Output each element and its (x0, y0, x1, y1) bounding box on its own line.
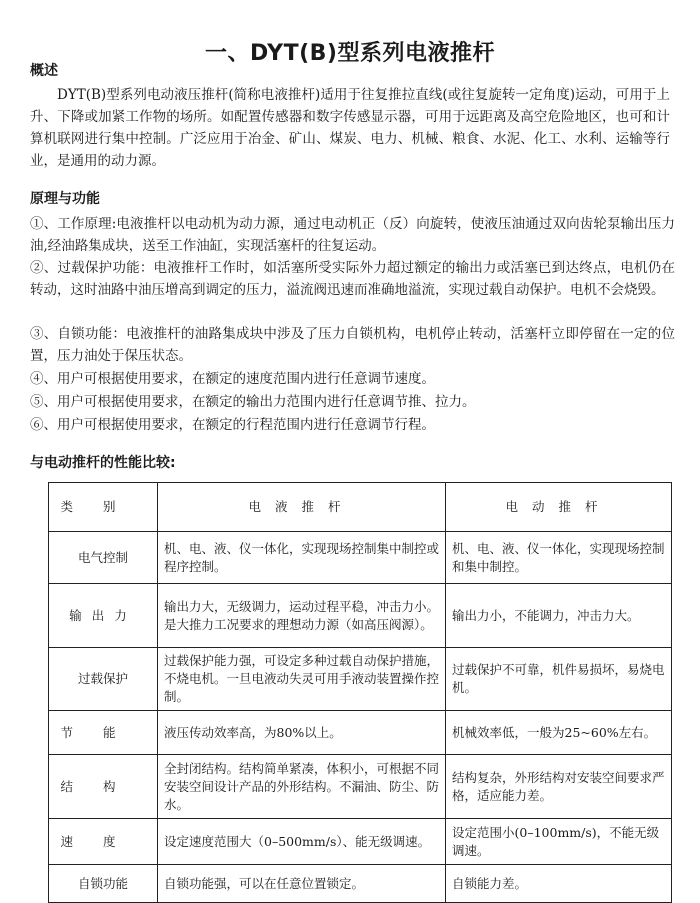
principle-item-1: ①、工作原理:电液推杆以电动机为动力源，通过电动机正（反）向旋转，使液压油通过双向齿轮泵输出压力油,经油路集成块，送至工作油缸，实现活塞杆的往复运动。 (30, 216, 675, 254)
row-cell-electric: 过载保护不可靠，机件易损坏，易烧电机。 (446, 648, 672, 711)
table-row (49, 755, 672, 819)
principle-item-5: ⑤、用户可根据使用要求，在额定的输出力范围内进行任意调节推、拉力。 (30, 394, 476, 410)
row-cell-hydraulic: 输出力大，无级调力，运动过程平稳，冲击力小。是大推力工况要求的理想动力源（如高压阀源）。 (158, 584, 446, 648)
row-cell-hydraulic: 全封闭结构。结构简单紧凑，体积小，可根据不同安装空间设计产品的外形结构。不漏油、防尘、防水。 (158, 755, 446, 819)
comparison-table (48, 482, 672, 903)
row-cell-hydraulic: 自锁功能强，可以在任意位置锁定。 (158, 865, 446, 903)
row-cell-electric: 机、电、液、仪一体化，实现现场控制和集中制控。 (446, 532, 672, 584)
header-electro-hydraulic: 电液推杆 (158, 483, 446, 532)
table-row (49, 584, 672, 648)
row-cell-electric: 结构复杂，外形结构对安装空间要求严格，适应能力差。 (446, 755, 672, 819)
principle-heading: 原理与功能 (30, 191, 100, 207)
header-category: 类别 (49, 483, 158, 532)
row-label: 输出力 (49, 584, 158, 648)
table-row (49, 819, 672, 865)
row-cell-electric: 自锁能力差。 (446, 865, 672, 903)
principle-item-2: ②、过载保护功能：电液推杆工作时，如活塞所受实际外力超过额定的输出力或活塞已到达终点，电机仍在转动，这时油路中油压增高到调定的压力，溢流阀迅速而准确地溢流，实现过载自动保护。电机不会烧毁。 (30, 260, 675, 298)
row-label: 速度 (49, 819, 158, 865)
header-electric: 电动推杆 (446, 483, 672, 532)
table-row (49, 532, 672, 584)
row-cell-hydraulic: 过载保护能力强，可设定多种过载自动保护措施，不烧电机。一旦电液动失灵可用手液动装置操作控制。 (158, 648, 446, 711)
row-cell-electric: 输出力小，不能调力，冲击力大。 (446, 584, 672, 648)
overview-heading: 概述 (30, 63, 58, 79)
page-title: 一、DYT(B)型系列电液推杆 (205, 41, 495, 66)
row-label: 节能 (49, 711, 158, 755)
row-cell-hydraulic: 机、电、液、仪一体化，实现现场控制集中制控或程序控制。 (158, 532, 446, 584)
principle-item-6: ⑥、用户可根据使用要求，在额定的行程范围内进行任意调节行程。 (30, 417, 435, 433)
row-label: 自锁功能 (49, 865, 158, 903)
overview-paragraph: DYT(B)型系列电动液压推杆(简称电液推杆)适用于往复推拉直线(或往复旋转一定角度)运动，可用于上升、下降或加紧工作物的场所。如配置传感器和数字传感显示器，可用于远距离及高空危险地区，也可和计算机联网进行集中控制。广泛应用于冶金、矿山、煤炭、电力、机械、粮食、水泥、化工、水利、运输等行业，是通用的动力源。 (30, 87, 670, 169)
principle-item-3: ③、自锁功能：电液推杆的油路集成块中涉及了压力自锁机构，电机停止转动，活塞杆立即停留在一定的位置，压力油处于保压状态。 (30, 326, 675, 364)
table-header-row (49, 483, 672, 532)
row-label: 电气控制 (49, 532, 158, 584)
row-cell-hydraulic: 设定速度范围大（0–500mm/s）、能无级调速。 (158, 819, 446, 865)
row-cell-hydraulic: 液压传动效率高，为80%以上。 (158, 711, 446, 755)
principle-item-4: ④、用户可根据使用要求，在额定的速度范围内进行任意调节速度。 (30, 371, 435, 387)
table-row (49, 865, 672, 903)
row-cell-electric: 机械效率低，一般为25~60%左右。 (446, 711, 672, 755)
table-row (49, 648, 672, 711)
table-row (49, 711, 672, 755)
comparison-heading: 与电动推杆的性能比较: (30, 455, 176, 471)
row-cell-electric: 设定范围小(0–100mm/s)，不能无级调速。 (446, 819, 672, 865)
row-label: 结构 (49, 755, 158, 819)
row-label: 过载保护 (49, 648, 158, 711)
